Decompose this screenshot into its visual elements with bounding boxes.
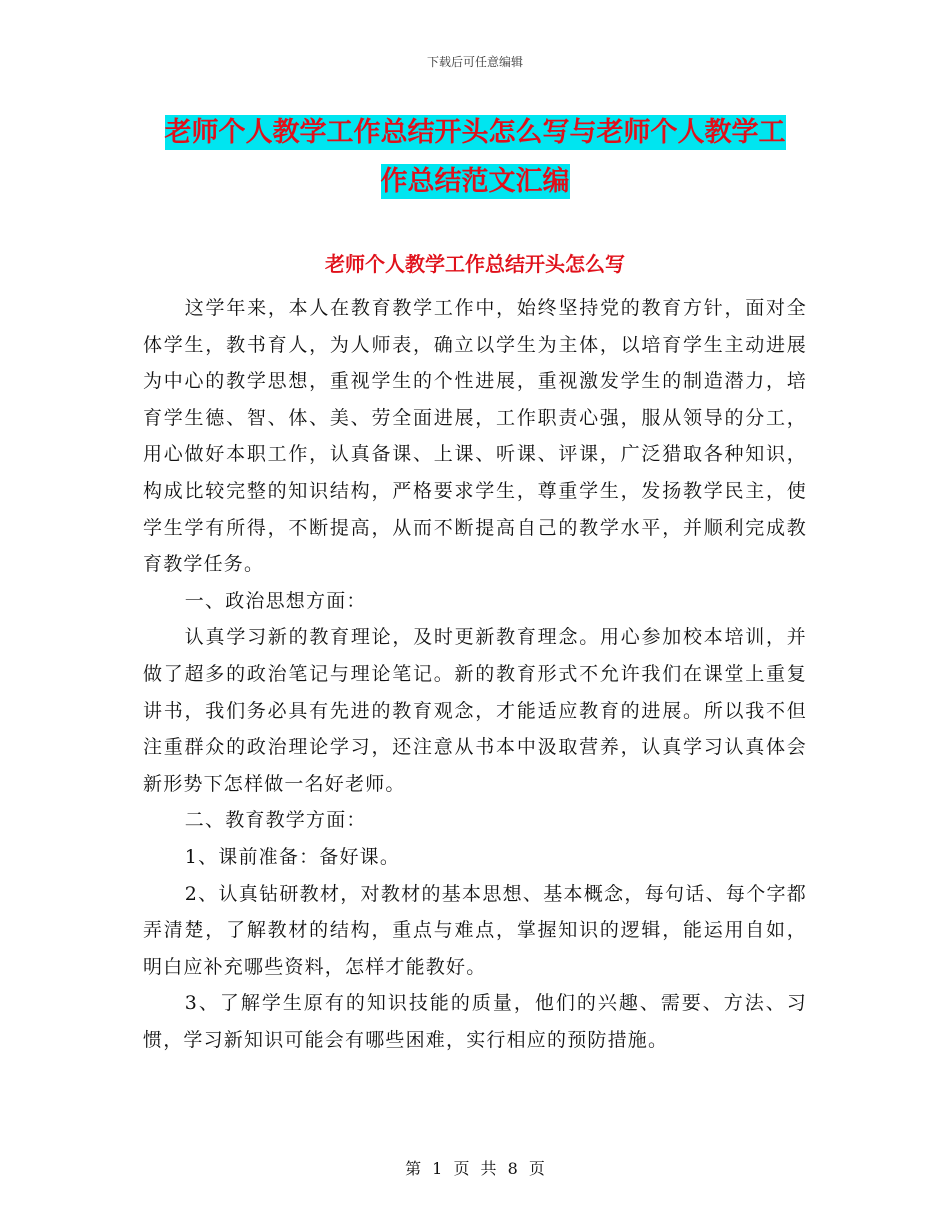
page-footer: 第 1 页 共 8 页 bbox=[405, 1159, 545, 1178]
title-line-2: 作总结范文汇编 bbox=[380, 166, 570, 197]
header-note: 下载后可任意编辑 bbox=[426, 55, 523, 69]
paragraph-item-2: 2、认真钻研教材，对教材的基本思想、基本概念，每句话、每个字都弄清楚，了解教材的结构，重点与难点，掌握知识的逻辑，能运用自如，明白应补充哪些资料，怎样才能教好。 bbox=[143, 882, 807, 978]
heading-teaching: 二、教育教学方面： bbox=[184, 809, 367, 832]
paragraph-item-3: 3、了解学生原有的知识技能的质量，他们的兴趣、需要、方法、习惯，学习新知识可能会有哪些困难，实行相应的预防措施。 bbox=[143, 992, 807, 1051]
section-title: 老师个人教学工作总结开头怎么写 bbox=[325, 252, 625, 276]
heading-political: 一、政治思想方面： bbox=[184, 589, 367, 612]
body-text bbox=[143, 290, 807, 1058]
paragraph-item-1: 1、课前准备：备好课。 bbox=[184, 845, 401, 868]
paragraph-political: 认真学习新的教育理论，及时更新教育理念。用心参加校本培训，并做了超多的政治笔记与理论笔记。新的教育形式不允许我们在课堂上重复讲书，我们务必具有先进的教育观念，才能适应教育的进展。所以我不但注重群众的政治理论学习，还注意从书本中汲取营养，认真学习认真体会新形势下怎样做一名好老师。 bbox=[143, 626, 807, 795]
paragraph-intro: 这学年来，本人在教育教学工作中，始终坚持党的教育方针，面对全体学生，教书育人，为人师表，确立以学生为主体，以培育学生主动进展为中心的教学思想，重视学生的个性进展，重视激发学生的制造潜力，培育学生德、智、体、美、劳全面进展，工作职责心强，服从领导的分工，用心做好本职工作，认真备课、上课、听课、评课，广泛猎取各种知识，构成比较完整的知识结构，严格要求学生，尊重学生，发扬教学民主，使学生学有所得，不断提高，从而不断提高自己的教学水平，并顺利完成教育教学任务。 bbox=[143, 297, 807, 576]
title-line-1: 老师个人教学工作总结开头怎么写与老师个人教学工 bbox=[164, 117, 786, 148]
document-title bbox=[140, 108, 810, 206]
